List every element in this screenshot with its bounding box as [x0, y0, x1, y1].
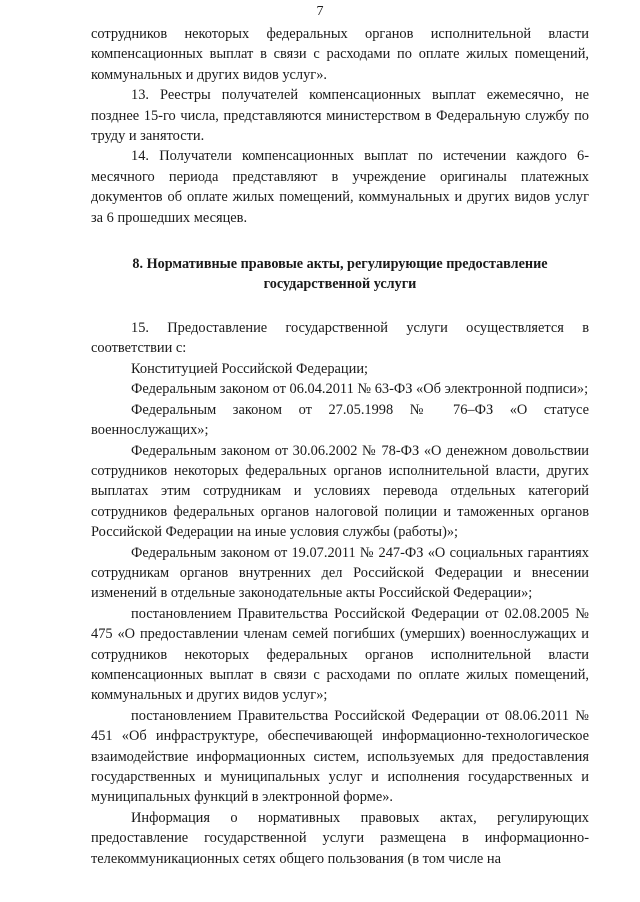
- paragraph-item-13: 13. Реестры получателей компенсационных выплат ежемесячно, не позднее 15-го числа, представляются министерством в Федеральную службу по труду и занятости.: [91, 87, 589, 145]
- legal-act-78-fz: Федеральным законом от 30.06.2002 № 78-ФЗ «О денежном довольствии сотрудников некоторых федеральных органов исполнительной власти, других выплатах этим сотрудникам и условиях перевода отдельных категорий сотрудников федеральных органов налоговой полиции и таможенных органов Российской Федерации на иные условия службы (работы)»;: [91, 442, 589, 541]
- legal-act-247-fz: Федеральным законом от 19.07.2011 № 247-ФЗ «О социальных гарантиях сотрудникам органов внутренних дел Российской Федерации и внесении изменений в отдельные законодательные акты Российской Федерации»;: [91, 544, 589, 602]
- legal-act-constitution: Конституцией Российской Федерации;: [131, 360, 369, 377]
- legal-act-resolution-475: постановлением Правительства Российской Федерации от 02.08.2005 № 475 «О предоставлении членам семей погибших (умерших) военнослужащих и сотрудников некоторых федеральных органов исполнительной власти компенсационных выплат в связи с расходами по оплате жилых помещений, коммунальных и других видов услуг»;: [91, 605, 589, 704]
- section-heading: 8. Нормативные правовые акты, регулирующие предоставление государственной услуги: [132, 256, 548, 293]
- page-number: 7: [316, 4, 324, 19]
- paragraph-item-14: 14. Получатели компенсационных выплат по истечении каждого 6-месячного периода представляют в учреждение оригиналы платежных документов об оплате жилых помещений, коммунальных и других видов услуг за 6 прошедших месяцев.: [91, 148, 589, 226]
- legal-act-resolution-451: постановлением Правительства Российской Федерации от 08.06.2011 № 451 «Об инфраструктуре, обеспечивающей информационно-технологическое взаимодействие информационных систем, используемых для предоставления государственных и муниципальных услуг и исполнения государственных и муниципальных функций в электронной форме».: [91, 707, 589, 806]
- legal-act-76-fz: Федеральным законом от 27.05.1998 № 76–ФЗ «О статусе военнослужащих»;: [91, 401, 589, 439]
- paragraph-information: Информация о нормативных правовых актах, регулирующих предоставление государственной услуги размещена в информационно-телекоммуникационных сетях общего пользования (в том числе на: [91, 809, 589, 867]
- page-content: [91, 24, 589, 869]
- paragraph-continuation: сотрудников некоторых федеральных органов исполнительной власти компенсационных выплат в связи с расходами по оплате жилых помещений, коммунальных и других видов услуг».: [91, 26, 589, 83]
- legal-act-63-fz: Федеральным законом от 06.04.2011 № 63-ФЗ «Об электронной подписи»;: [131, 381, 589, 398]
- paragraph-item-15: 15. Предоставление государственной услуги осуществляется в соответствии с:: [91, 320, 589, 357]
